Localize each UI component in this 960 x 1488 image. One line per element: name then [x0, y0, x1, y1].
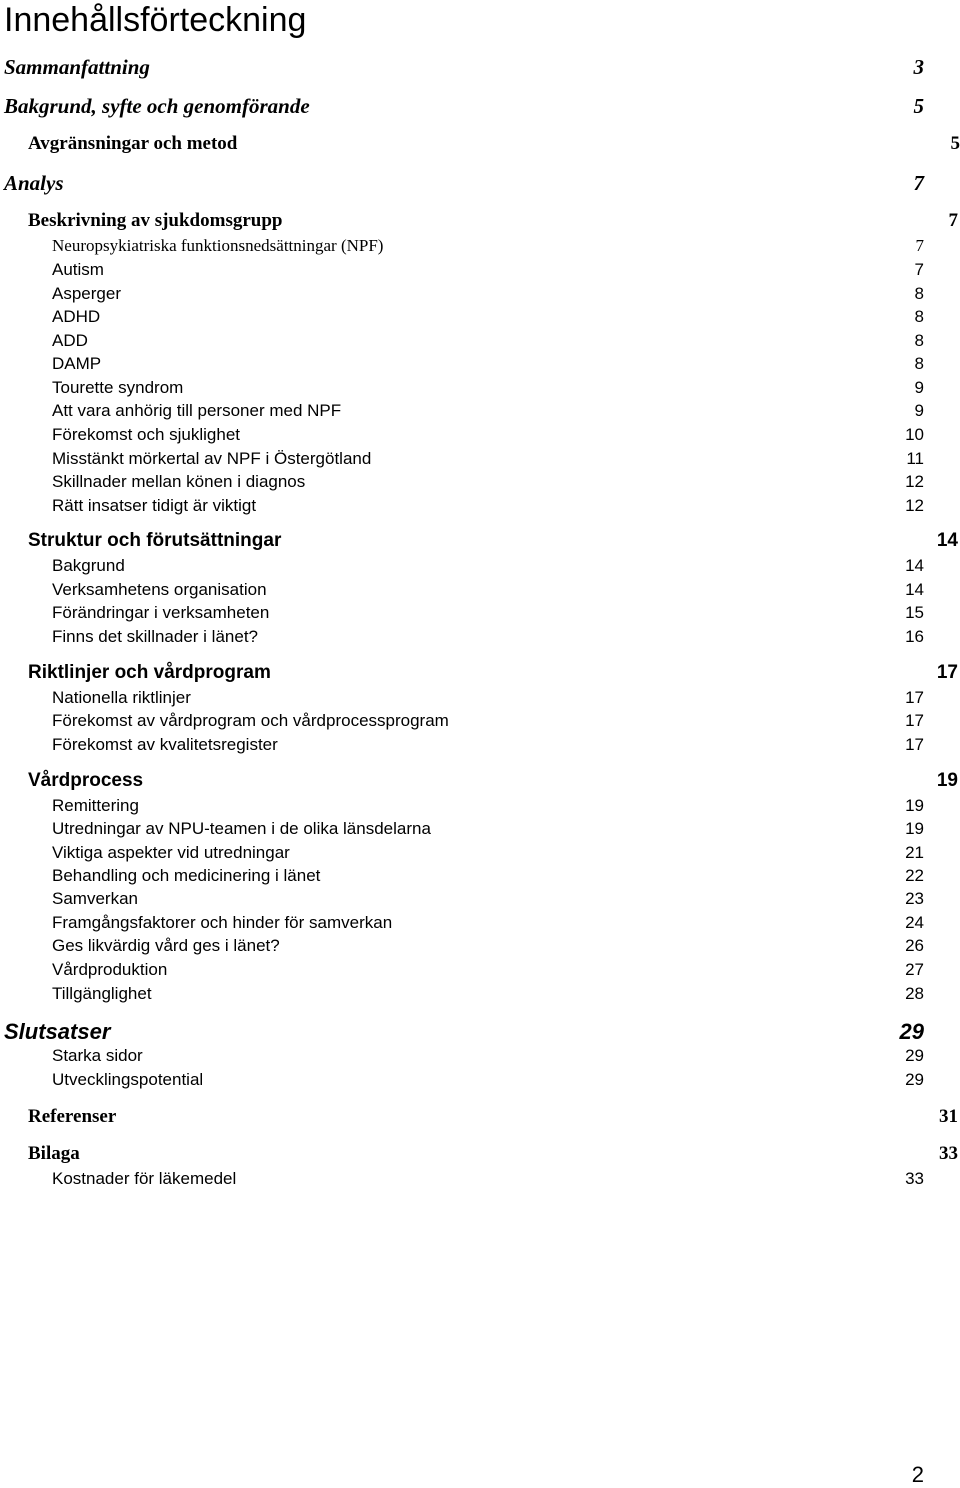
toc-entry[interactable] — [28, 1143, 958, 1167]
toc-entry-label: Viktiga aspekter vid utredningar — [52, 843, 290, 863]
toc-entry-label: Autism — [52, 260, 104, 280]
toc-entry[interactable] — [52, 425, 924, 447]
toc-entry[interactable] — [52, 843, 924, 865]
toc-entry-page: 5 — [951, 133, 960, 155]
toc-entry-label: Verksamhetens organisation — [52, 580, 267, 600]
toc-entry-page: 5 — [914, 94, 925, 119]
toc-entry[interactable] — [52, 735, 924, 757]
toc-entry[interactable] — [4, 1019, 924, 1045]
toc-entry-page: 29 — [905, 1070, 924, 1090]
toc-entry-page: 12 — [905, 472, 924, 492]
toc-entry-label: Samverkan — [52, 889, 138, 909]
toc-entry-label: Bilaga — [28, 1143, 80, 1165]
toc-entry-page: 24 — [905, 913, 924, 933]
toc-entry-label: Vårdproduktion — [52, 960, 167, 980]
page-number: 2 — [912, 1462, 924, 1488]
toc-entry-page: 19 — [905, 796, 924, 816]
toc-entry-label: Bakgrund, syfte och genomförande — [4, 94, 310, 119]
toc-entry-page: 10 — [905, 425, 924, 445]
toc-entry[interactable] — [52, 819, 924, 841]
toc-entry-label: Slutsatser — [4, 1019, 110, 1045]
toc-entry-page: 12 — [905, 496, 924, 516]
toc-entry-label: Skillnader mellan könen i diagnos — [52, 472, 305, 492]
toc-entry-label: Referenser — [28, 1106, 116, 1128]
toc-entry[interactable] — [52, 580, 924, 602]
toc-entry-page: 17 — [937, 662, 958, 684]
toc-entry-page: 17 — [905, 688, 924, 708]
toc-entry-label: Tillgänglighet — [52, 984, 152, 1004]
toc-entry-page: 7 — [915, 260, 924, 280]
toc-entry-page: 16 — [905, 627, 924, 647]
toc-entry-page: 14 — [905, 580, 924, 600]
toc-entry-label: Förekomst och sjuklighet — [52, 425, 240, 445]
toc-entry-label: Misstänkt mörkertal av NPF i Östergötland — [52, 449, 371, 469]
toc-entry-label: DAMP — [52, 354, 101, 374]
toc-entry-label: Sammanfattning — [4, 55, 150, 80]
toc-entry-page: 29 — [905, 1046, 924, 1066]
toc-entry-page: 33 — [939, 1143, 958, 1165]
toc-entry-label: Vårdprocess — [28, 770, 143, 792]
toc-entry-page: 31 — [939, 1106, 958, 1128]
toc-entry-label: ADHD — [52, 307, 100, 327]
toc-entry-page: 8 — [915, 354, 924, 374]
toc-entry-page: 19 — [905, 819, 924, 839]
toc-entry[interactable] — [52, 603, 924, 625]
toc-entry[interactable] — [52, 331, 924, 353]
toc-entry-page: 19 — [937, 770, 958, 792]
toc-entry[interactable] — [52, 284, 924, 306]
toc-entry[interactable] — [52, 960, 924, 982]
toc-entry-label: Nationella riktlinjer — [52, 688, 191, 708]
toc-entry-label: Starka sidor — [52, 1046, 143, 1066]
toc-entry-label: Bakgrund — [52, 556, 125, 576]
toc-entry-label: Förekomst av vårdprogram och vårdprocessprogram — [52, 711, 449, 731]
toc-entry-page: 11 — [906, 449, 924, 469]
toc-entry-label: Neuropsykiatriska funktionsnedsättningar (NPF) — [52, 236, 383, 256]
toc-entry-page: 29 — [900, 1019, 924, 1045]
toc-entry-page: 21 — [905, 843, 924, 863]
toc-entry[interactable] — [52, 913, 924, 935]
toc-entry[interactable] — [52, 449, 924, 471]
toc-entry[interactable] — [28, 210, 958, 234]
toc-entry[interactable] — [28, 1106, 958, 1130]
toc-entry[interactable] — [52, 236, 924, 258]
toc-entry-label: Utvecklingspotential — [52, 1070, 203, 1090]
toc-entry[interactable] — [52, 556, 924, 578]
toc-entry-label: Ges likvärdig vård ges i länet? — [52, 936, 280, 956]
toc-entry-page: 9 — [915, 378, 924, 398]
toc-entry[interactable] — [52, 984, 924, 1006]
toc-entry[interactable] — [28, 530, 958, 554]
toc-entry-label: Asperger — [52, 284, 121, 304]
toc-entry[interactable] — [52, 1070, 924, 1092]
toc-entry[interactable] — [52, 472, 924, 494]
toc-entry[interactable] — [4, 94, 924, 120]
toc-entry[interactable] — [4, 171, 924, 197]
toc-entry-page: 26 — [905, 936, 924, 956]
toc-entry-page: 7 — [949, 210, 959, 232]
toc-entry-page: 7 — [916, 236, 925, 256]
toc-entry-label: Att vara anhörig till personer med NPF — [52, 401, 341, 421]
toc-entry-label: Utredningar av NPU-teamen i de olika länsdelarna — [52, 819, 431, 839]
toc-entry[interactable] — [52, 936, 924, 958]
toc-entry-page: 23 — [905, 889, 924, 909]
toc-entry[interactable] — [4, 55, 924, 81]
page-title: Innehållsförteckning — [4, 0, 306, 40]
toc-entry[interactable] — [28, 662, 958, 686]
toc-entry-page: 33 — [905, 1169, 924, 1189]
toc-entry-page: 28 — [905, 984, 924, 1004]
toc-entry-label: Behandling och medicinering i länet — [52, 866, 320, 886]
toc-entry-label: Rätt insatser tidigt är viktigt — [52, 496, 256, 516]
toc-entry-label: Förekomst av kvalitetsregister — [52, 735, 278, 755]
toc-entry[interactable] — [52, 354, 924, 376]
toc-entry[interactable] — [28, 770, 958, 794]
toc-entry-page: 8 — [915, 284, 924, 304]
toc-entry[interactable] — [52, 378, 924, 400]
toc-entry-label: Framgångsfaktorer och hinder för samverkan — [52, 913, 392, 933]
toc-entry-page: 8 — [915, 331, 924, 351]
toc-entry[interactable] — [28, 133, 960, 157]
toc-entry[interactable] — [52, 1046, 924, 1068]
toc-entry-label: Riktlinjer och vårdprogram — [28, 662, 271, 684]
toc-entry[interactable] — [52, 688, 924, 710]
toc-entry-label: Remittering — [52, 796, 139, 816]
toc-entry-label: Beskrivning av sjukdomsgrupp — [28, 210, 282, 232]
toc-entry-page: 7 — [914, 171, 925, 196]
toc-entry-label: Avgränsningar och metod — [28, 133, 237, 155]
toc-entry-label: Analys — [4, 171, 64, 196]
toc-entry[interactable] — [52, 711, 924, 733]
toc-entry-page: 3 — [914, 55, 925, 80]
toc-entry[interactable] — [52, 260, 924, 282]
toc-entry[interactable] — [52, 307, 924, 329]
toc-entry-page: 9 — [915, 401, 924, 421]
toc-entry-page: 15 — [905, 603, 924, 623]
toc-entry-page: 22 — [905, 866, 924, 886]
toc-entry-page: 27 — [905, 960, 924, 980]
toc-entry[interactable] — [52, 496, 924, 518]
toc-entry-page: 17 — [905, 735, 924, 755]
toc-entry[interactable] — [52, 866, 924, 888]
toc-entry-label: Finns det skillnader i länet? — [52, 627, 258, 647]
toc-entry[interactable] — [52, 401, 924, 423]
toc-entry[interactable] — [52, 796, 924, 818]
toc-entry[interactable] — [52, 1169, 924, 1191]
toc-entry-label: Tourette syndrom — [52, 378, 183, 398]
toc-entry[interactable] — [52, 889, 924, 911]
toc-entry-page: 17 — [905, 711, 924, 731]
toc-entry-page: 14 — [937, 530, 958, 552]
toc-entry-label: Kostnader för läkemedel — [52, 1169, 236, 1189]
toc-entry-label: ADD — [52, 331, 88, 351]
toc-entry-label: Förändringar i verksamheten — [52, 603, 269, 623]
toc-entry-page: 8 — [915, 307, 924, 327]
toc-entry-label: Struktur och förutsättningar — [28, 530, 281, 552]
toc-entry-page: 14 — [905, 556, 924, 576]
toc-entry[interactable] — [52, 627, 924, 649]
